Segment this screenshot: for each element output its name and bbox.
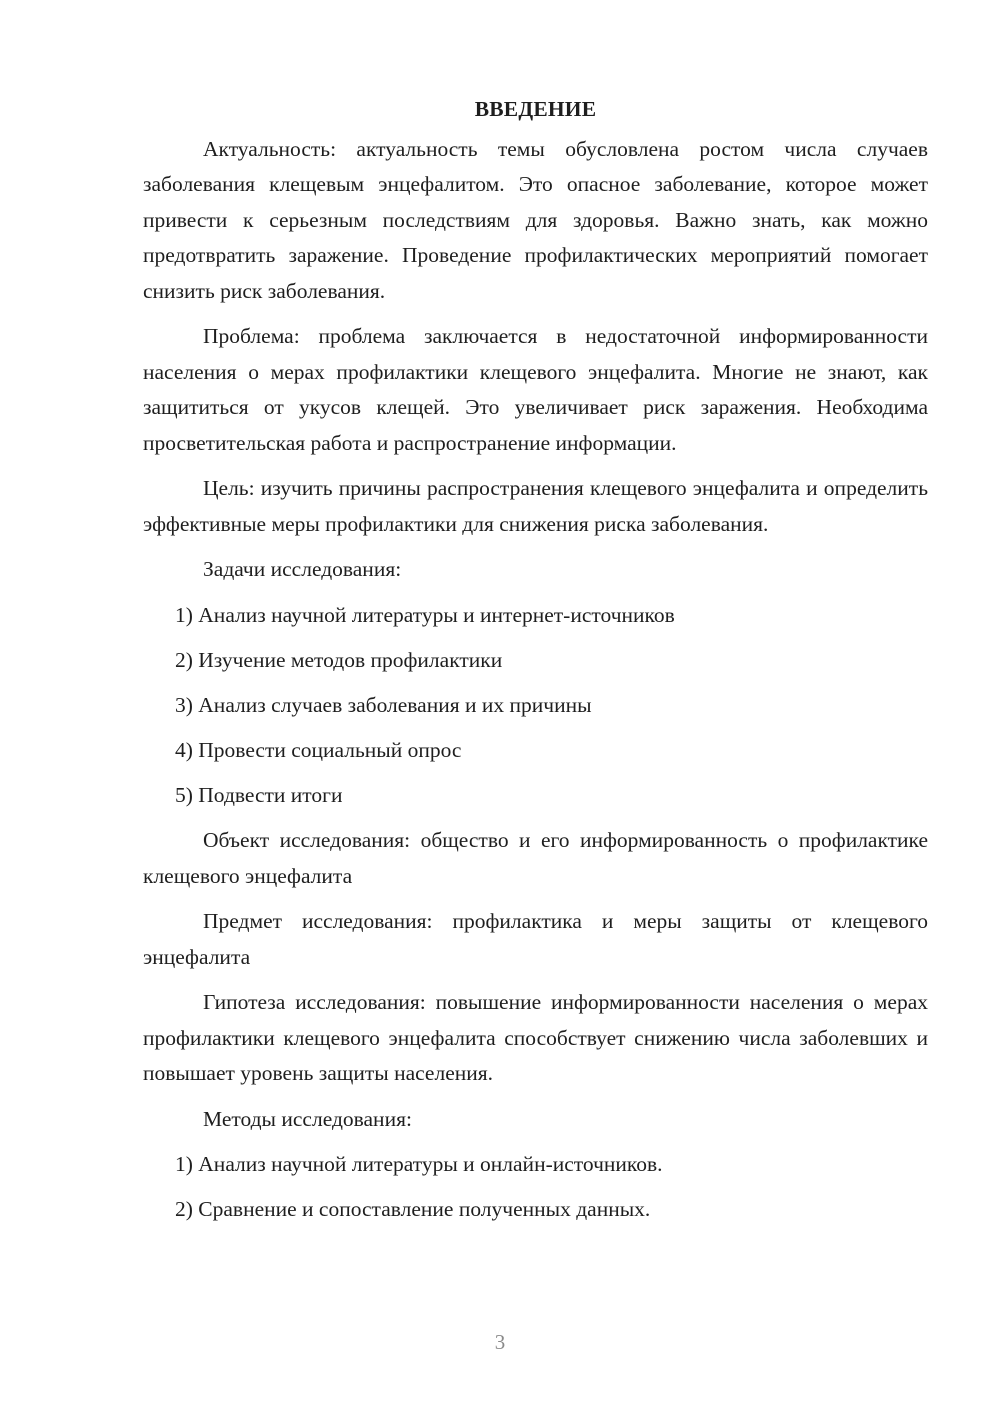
methods-label: Методы исследования: <box>203 1106 412 1131</box>
goal-paragraph: Цель: изучить причины распространения клещевого энцефалита и определить эффективные меры профилактики для снижения риска заболевания. <box>143 476 928 536</box>
methods-list-item: 1) Анализ научной литературы и онлайн-источников. <box>175 1152 663 1176</box>
tasks-label: Задачи исследования: <box>203 557 402 581</box>
methods-list <box>143 1147 928 1228</box>
hypothesis-paragraph: Гипотеза исследования: повышение информированности населения о мерах профилактики клещевого энцефалита способствует снижению числа заболевших и повышает уровень защиты населения. <box>143 990 928 1085</box>
page-number: 3 <box>494 1330 506 1354</box>
tasks-list-item: 3) Анализ случаев заболевания и их причины <box>175 692 592 717</box>
tasks-list-item: 5) Подвести итоги <box>175 782 343 807</box>
tasks-list-item: 4) Провести социальный опрос <box>175 737 462 762</box>
document-page <box>143 92 928 1238</box>
section-heading: ВВЕДЕНИЕ <box>474 97 597 121</box>
object-paragraph: Объект исследования: общество и его информированность о профилактике клещевого энцефалита <box>143 828 928 888</box>
tasks-list <box>143 598 928 814</box>
problem-paragraph: Проблема: проблема заключается в недостаточной информированности населения о мерах профилактики клещевого энцефалита. Многие не знают, как защититься от укусов клещей. Это увеличивает риск заражения. Необходима просветительская работа и распространение информации. <box>143 324 928 455</box>
subject-paragraph: Предмет исследования: профилактика и меры защиты от клещевого энцефалита <box>143 909 928 969</box>
relevance-paragraph: Актуальность: актуальность темы обусловлена ростом числа случаев заболевания клещевым энцефалитом. Это опасное заболевание, которое может привести к серьезным последствиям для здоровья. Важно знать, как можно предотвратить заражение. Проведение профилактических мероприятий помогает снизить риск заболевания. <box>143 136 928 303</box>
tasks-list-item: 1) Анализ научной литературы и интернет-источников <box>175 602 675 627</box>
methods-list-item: 2) Сравнение и сопоставление полученных данных. <box>175 1197 651 1221</box>
tasks-list-item: 2) Изучение методов профилактики <box>175 647 503 672</box>
